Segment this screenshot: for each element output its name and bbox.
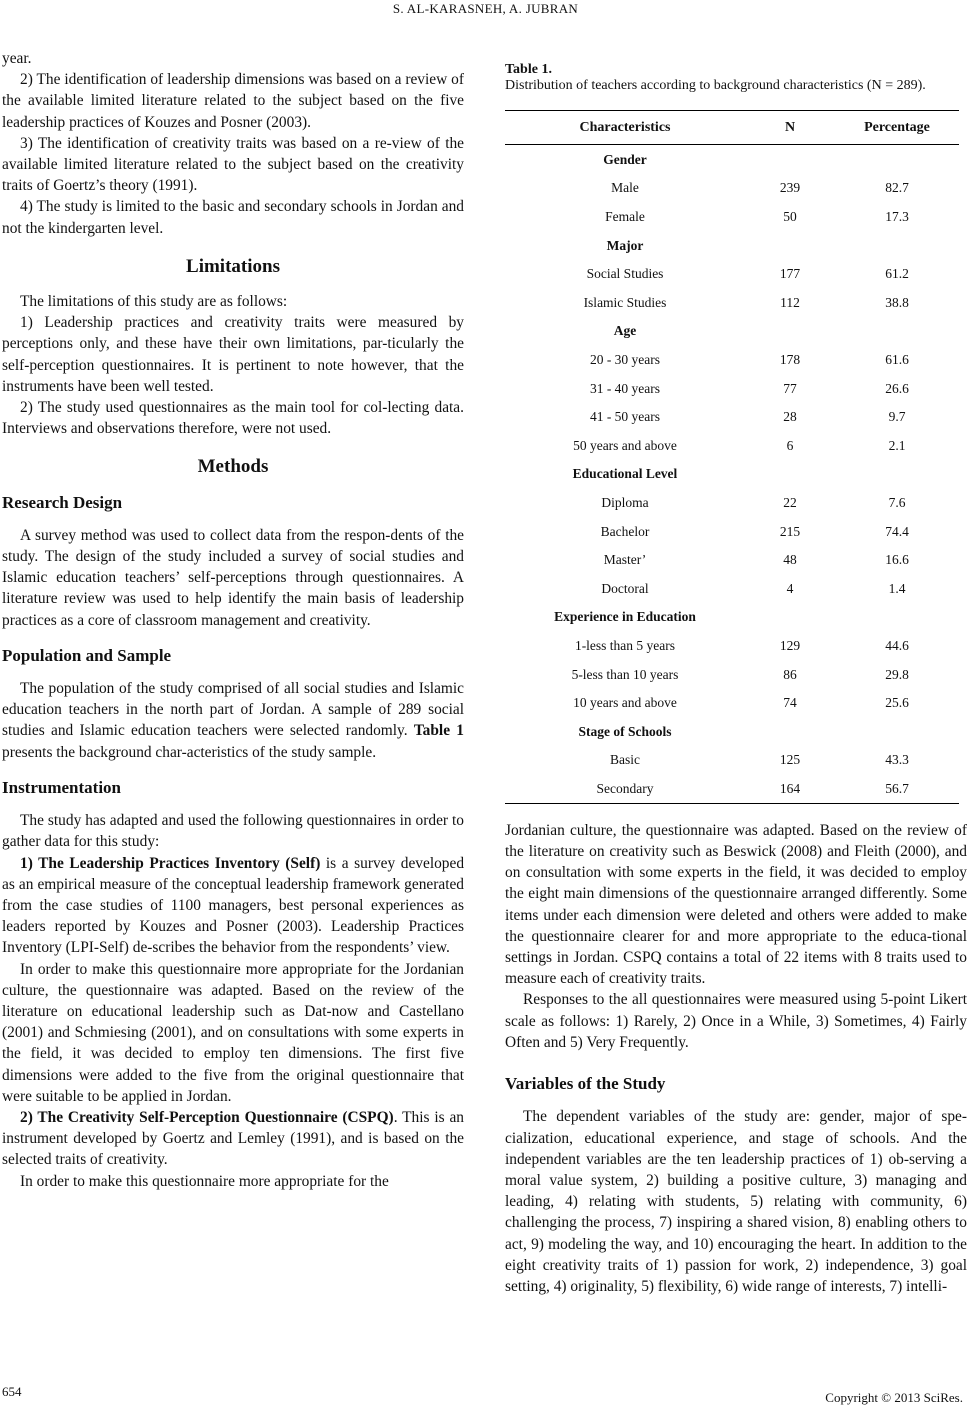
copyright-notice: Copyright © 2013 SciRes. (825, 1390, 963, 1405)
table-row (505, 288, 959, 317)
paragraph: The dependent variables of the study are: gender, major of spe-cialization, educational experience, and stage of schools. And the independent variables are the ten leadership practices of 1) ob-serving a moral value system, 2) building a positive culture, 3) managing and leading, 4) relating with students, 5) relating with community, 6) challenging the process, 7) inspiring a shared vision, 8) enabling others to act, 9) modeling the way, and 10) encouraging the heart. In addition to the eight creativity traits of 1) passion for work, 2) independence, 3) goal setting, 4) originality, 5) flexibility, 6) wide range of interests, 7) intelli- (505, 1108, 967, 1295)
group-label: Major (606, 237, 644, 253)
subsection-heading-population: Population and Sample (2, 645, 172, 665)
table-group-row (505, 145, 959, 174)
row-percentage: 43.3 (885, 752, 909, 768)
row-characteristic: Female (605, 209, 645, 225)
text-run: The population of the study comprised of all social studies and Islamic education teachers in the north part of Jordan. A sample of 289 social studies and Islamic education teachers were selected randomly. (2, 680, 464, 740)
row-count: 164 (745, 774, 835, 803)
subsection-heading-research-design: Research Design (2, 492, 123, 512)
table-group-row (505, 317, 959, 346)
table-row (505, 774, 959, 803)
paragraph: Jordanian culture, the questionnaire was adapted. Based on the review of the literature on creativity such as Beswick (2008) and Fleith (2000), and on consultation with some experts in the field, it was decided to employ the eight main dimensions of the questionnaire arranged differently. Some items under each dimension were deleted and others were added to make the questionnaire clearer for and more appropriate to the educa-tional settings in Jordan. CSPQ contains a total of 22 items with 8 traits used to measure each of creativity traits. (505, 821, 967, 988)
table-row (505, 517, 959, 546)
row-percentage: 1.4 (888, 580, 906, 596)
table-reference-link[interactable]: Table 1 (413, 722, 464, 740)
row-count: 125 (779, 752, 801, 768)
group-label: Educational Level (572, 466, 678, 482)
table-row (505, 345, 959, 374)
paragraph: 2) The identification of leadership dimensions was based on a review of the available limited literature related to the subject based on the five leadership practices of Kouzes and Posner (2003). (2, 71, 464, 131)
table-row (505, 746, 959, 775)
paragraph: 4) The study is limited to the basic and secondary schools in Jordan and not the kindergarten level. (2, 198, 464, 237)
row-count: 86 (783, 666, 797, 682)
row-characteristic: Bachelor (600, 523, 650, 539)
row-percentage: 17.3 (885, 209, 909, 225)
row-characteristic: 20 - 30 years (589, 352, 661, 368)
column-header: Percentage (835, 111, 959, 145)
row-percentage: 38.8 (885, 294, 909, 310)
row-count: 6 (786, 437, 794, 453)
paragraph: In order to make this questionnaire more appropriate for the (20, 1172, 389, 1190)
row-count: 178 (779, 352, 801, 368)
table-row (505, 260, 959, 289)
table-description: Distribution of teachers according to background characteristics (N = 289). (505, 78, 926, 93)
group-label: Gender (603, 151, 647, 167)
row-percentage: 61.2 (885, 266, 909, 282)
row-percentage: 2.1 (888, 437, 906, 453)
row-percentage: 26.6 (885, 380, 909, 396)
row-count: 239 (779, 180, 801, 196)
subsection-heading-instrumentation: Instrumentation (2, 777, 122, 797)
paragraph: year. (2, 50, 32, 67)
row-characteristic: Social Studies (586, 266, 664, 282)
column-header: N (745, 111, 835, 145)
left-column (2, 48, 464, 1192)
row-percentage: 9.7 (888, 409, 906, 425)
subsection-heading-variables: Variables of the Study (505, 1074, 666, 1094)
row-count: 129 (779, 637, 801, 653)
text-run: presents the background char-acteristics of the study sample. (2, 743, 377, 761)
row-count: 28 (783, 409, 797, 425)
right-column (505, 54, 967, 1297)
row-count: 48 (783, 552, 797, 568)
row-characteristic: Basic (610, 752, 640, 768)
paragraph (2, 853, 464, 959)
table-row (505, 202, 959, 231)
table-row (505, 688, 959, 717)
table-body (505, 145, 959, 804)
row-percentage: 44.6 (885, 637, 909, 653)
table-label: Table 1. (505, 62, 552, 77)
row-characteristic: Diploma (601, 495, 649, 511)
row-count: 4 (786, 580, 794, 596)
row-characteristic: 50 years and above (573, 437, 677, 453)
instrument-name-lpi: 1) The Leadership Practices Inventory (Self) (20, 854, 321, 872)
row-characteristic: Male (611, 180, 639, 196)
instrument-name-cspq: 2) The Creativity Self-Perception Questionnaire (CSPQ) (20, 1108, 394, 1126)
table-group-row (505, 603, 959, 632)
row-characteristic: Master’ (603, 552, 647, 568)
row-characteristic: Doctoral (601, 580, 649, 596)
row-characteristic: 1-less than 5 years (574, 637, 676, 653)
row-percentage: 61.6 (885, 352, 909, 368)
row-count: 22 (783, 495, 797, 511)
paragraph: In order to make this questionnaire more appropriate for the Jordanian culture, the questionnaire was adapted. Based on the review of the literature on educational leadership such as Dat-now and Castellano (2001) and Schmiesing (2001), and on consultations with some experts in the field, it was decided to employ ten dimensions. The first five dimensions were added to the five from the original questionnaire that were suitable to be applied in Jordan. (2, 960, 464, 1105)
table-row (505, 431, 959, 460)
section-heading-limitations: Limitations (186, 255, 280, 277)
table-row (505, 374, 959, 403)
table-group-row (505, 717, 959, 746)
section-heading-methods: Methods (197, 456, 269, 478)
page-number: 654 (2, 1384, 22, 1399)
row-characteristic: Islamic Studies (583, 294, 667, 310)
row-characteristic: 41 - 50 years (589, 409, 661, 425)
row-count: 50 (783, 209, 797, 225)
row-characteristic: 10 years and above (573, 695, 677, 711)
table-row (505, 403, 959, 432)
table-group-row (505, 231, 959, 260)
row-percentage: 56.7 (835, 774, 959, 803)
paragraph: The limitations of this study are as follows: (20, 293, 288, 311)
paragraph: 1) Leadership practices and creativity traits were measured by perceptions only, and these have their own limitations, par-ticularly the self-perception questionnaires. It is pertinent to note however, that the instruments have been well tested. (2, 314, 464, 395)
table-group-row (505, 460, 959, 489)
paragraph: A survey method was used to collect data from the respon-dents of the study. The design of the study included a survey of social studies and Islamic education teachers’ self-perceptions through questionnaires. A literature review was used to help identify the main basis of leadership practices as a core of classroom management and creativity. (2, 526, 464, 629)
row-count: 177 (779, 266, 801, 282)
row-count: 77 (783, 380, 797, 396)
table-row (505, 574, 959, 603)
row-characteristic: 5-less than 10 years (571, 666, 679, 682)
table-row (505, 174, 959, 203)
table-caption (505, 62, 967, 94)
row-characteristic: 31 - 40 years (589, 380, 661, 396)
group-label: Age (613, 323, 637, 339)
table-row (505, 660, 959, 689)
row-count: 112 (780, 294, 800, 310)
row-percentage: 74.4 (885, 523, 909, 539)
row-percentage: 82.7 (885, 180, 909, 196)
background-characteristics-table (505, 110, 959, 804)
row-percentage: 25.6 (885, 695, 909, 711)
paragraph: 2) The study used questionnaires as the main tool for col-lecting data. Interviews and observations therefore, were not used. (2, 399, 464, 438)
paragraph: The study has adapted and used the following questionnaires in order to gather data for this study: (2, 812, 464, 851)
column-header: Characteristics (505, 111, 745, 145)
paragraph (2, 1107, 464, 1171)
group-label: Experience in Education (554, 609, 696, 625)
row-count: 215 (779, 523, 801, 539)
text-run: . This is an instrument developed by Goertz and Lemley (1991), and is based on the selected traits of creativity. (2, 1108, 464, 1169)
row-percentage: 7.6 (888, 495, 906, 511)
paragraph: Responses to the all questionnaires were measured using 5-point Likert scale as follows: 1) Rarely, 2) Once in a While, 3) Sometimes, 4) Fairly Often and 5) Very Frequently. (505, 991, 967, 1051)
row-count: 74 (783, 695, 797, 711)
running-head: S. AL-KARASNEH, A. JUBRAN (392, 1, 579, 16)
table-row (505, 631, 959, 660)
row-characteristic: Secondary (505, 774, 745, 803)
group-label: Stage of Schools (578, 723, 672, 739)
table-row (505, 488, 959, 517)
row-percentage: 16.6 (885, 552, 909, 568)
paragraph: 3) The identification of creativity traits was based on a re-view of the available limited literature related to the subject based on the creativity traits of Goertz’s theory (1991). (2, 134, 464, 195)
table-row (505, 546, 959, 575)
text-run: is a survey developed as an empirical measure of the conceptual leadership framework generated from the case studies of 1100 managers, best personal experiences as leaders reported by Kouzes and Posner (2003). Leadership Practices Inventory (LPI-Self) de-scribes the behavior from the respondents’ view. (2, 854, 465, 957)
paragraph (2, 678, 464, 763)
row-percentage: 29.8 (885, 666, 909, 682)
